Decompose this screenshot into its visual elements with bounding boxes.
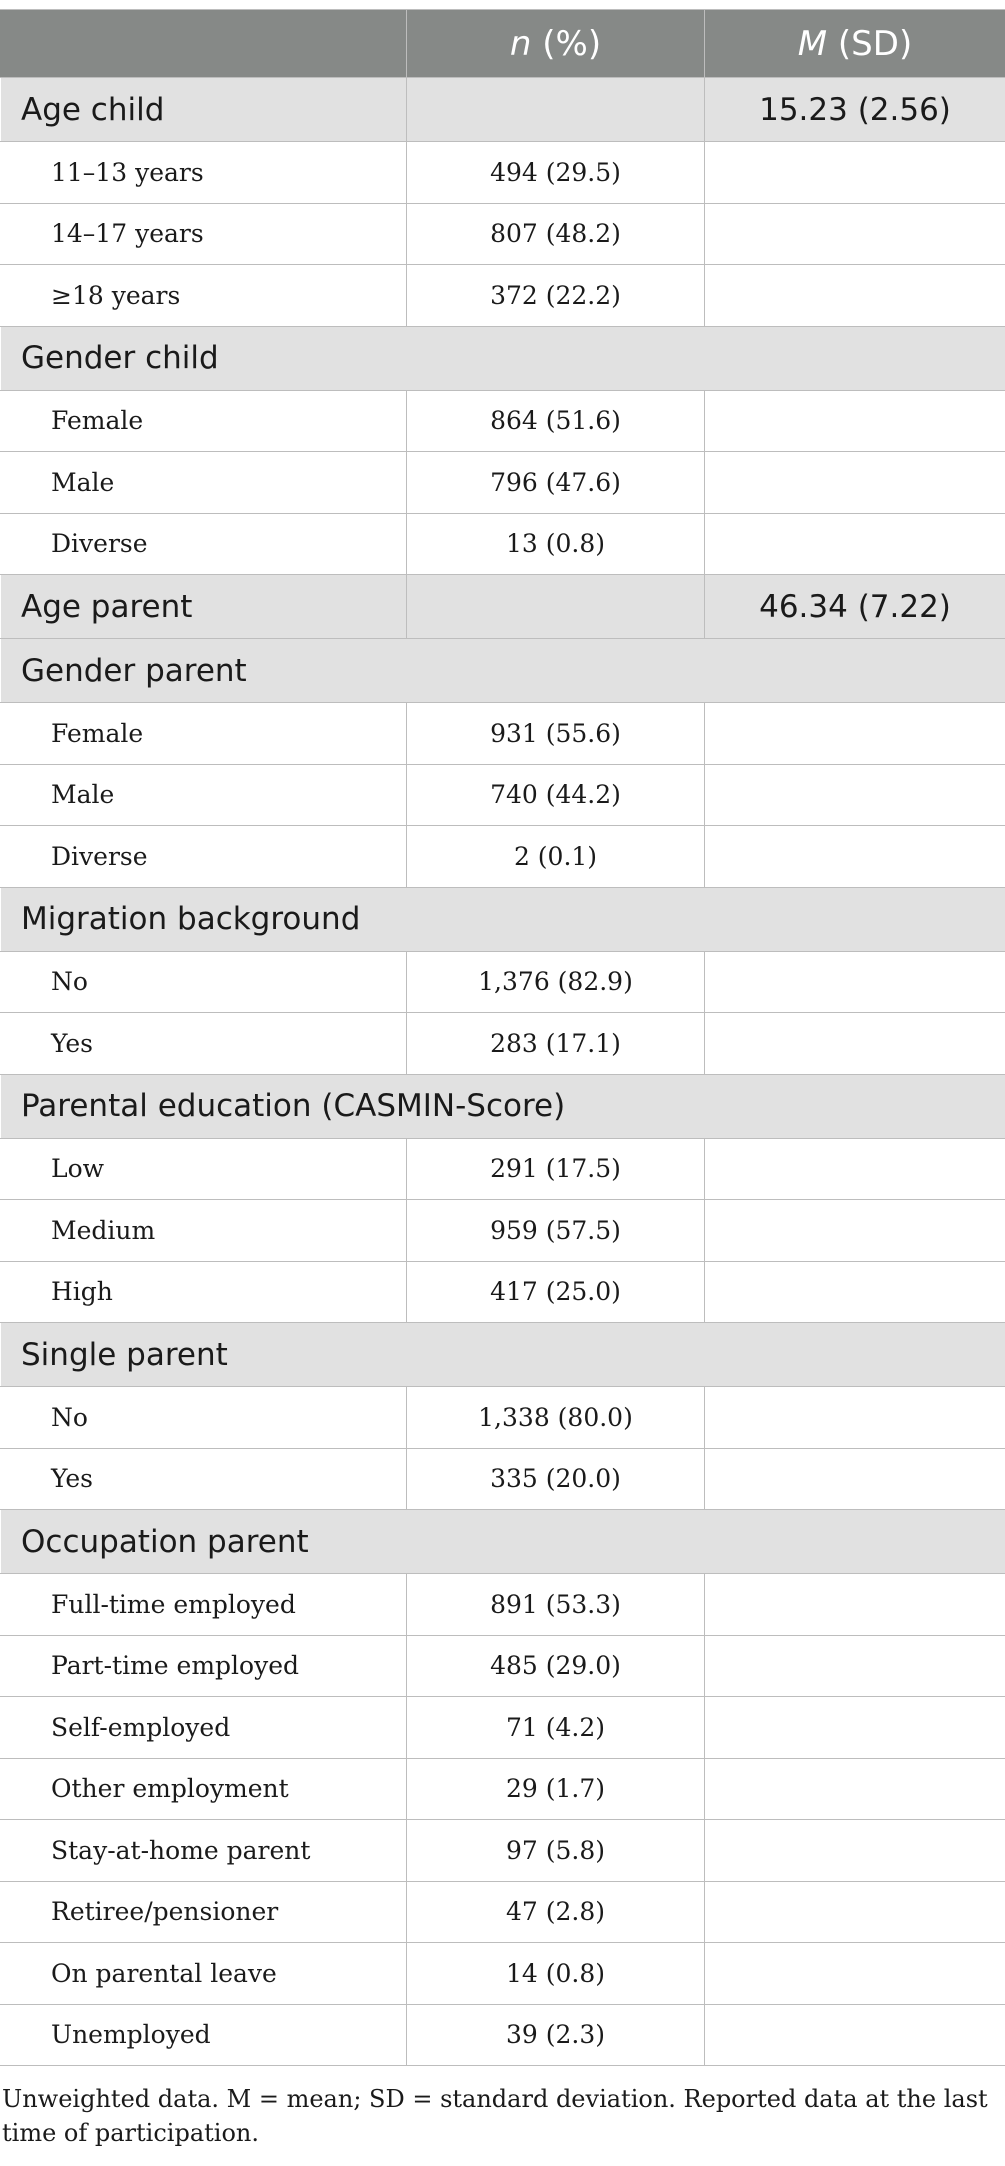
- table-row: [1, 1820, 1005, 1882]
- section-row: [1, 1510, 1005, 1574]
- table-row: [1, 1261, 1005, 1323]
- mean-sd-cell: [705, 1697, 1005, 1759]
- table-row: [1, 1635, 1005, 1697]
- row-label: Female: [1, 703, 407, 765]
- table-row: [1, 826, 1005, 888]
- n-percent-cell: 931 (55.6): [407, 703, 705, 765]
- n-percent-cell: 283 (17.1): [407, 1013, 705, 1075]
- header-m-suffix: (SD): [827, 23, 913, 64]
- n-percent-cell: 47 (2.8): [407, 1881, 705, 1943]
- n-percent-cell: 796 (47.6): [407, 452, 705, 514]
- table-row: [1, 1013, 1005, 1075]
- section-row: [1, 887, 1005, 951]
- n-percent-cell: 485 (29.0): [407, 1635, 705, 1697]
- table-row: [1, 1200, 1005, 1262]
- sample-characteristics-table: [0, 9, 1005, 2066]
- n-percent-cell: 291 (17.5): [407, 1138, 705, 1200]
- mean-sd-cell: [705, 1387, 1005, 1449]
- section-row: [1, 1323, 1005, 1387]
- table-row: [1, 203, 1005, 265]
- mean-sd-cell: [705, 1758, 1005, 1820]
- row-label: Unemployed: [1, 2004, 407, 2066]
- mean-sd-cell: [705, 142, 1005, 204]
- mean-sd-cell: [705, 1881, 1005, 1943]
- n-percent-cell: 372 (22.2): [407, 265, 705, 327]
- mean-sd-cell: [705, 1261, 1005, 1323]
- row-label: Yes: [1, 1448, 407, 1510]
- header-m-symbol: M: [797, 23, 828, 64]
- section-label: Gender child: [1, 326, 1005, 390]
- n-percent-cell: 29 (1.7): [407, 1758, 705, 1820]
- table-body: [1, 78, 1005, 2066]
- table-row: [1, 1387, 1005, 1449]
- row-label: Male: [1, 764, 407, 826]
- mean-sd-cell: [705, 1820, 1005, 1882]
- table-header-row: [1, 10, 1005, 78]
- mean-sd-cell: [705, 1013, 1005, 1075]
- header-mean-sd: [705, 10, 1005, 78]
- table-row: [1, 1138, 1005, 1200]
- mean-sd-cell: [705, 1574, 1005, 1636]
- table-row: [1, 265, 1005, 327]
- row-label: Diverse: [1, 513, 407, 575]
- row-label: Diverse: [1, 826, 407, 888]
- table-row: [1, 764, 1005, 826]
- mean-sd-cell: [705, 703, 1005, 765]
- section-label: Gender parent: [1, 639, 1005, 703]
- row-label: Female: [1, 390, 407, 452]
- n-percent-cell: 2 (0.1): [407, 826, 705, 888]
- table-row: [1, 1574, 1005, 1636]
- header-n-percent: [407, 10, 705, 78]
- mean-sd-cell: [705, 826, 1005, 888]
- table-row: [1, 951, 1005, 1013]
- n-percent-cell: 891 (53.3): [407, 1574, 705, 1636]
- row-label: Retiree/pensioner: [1, 1881, 407, 1943]
- table-row: [1, 513, 1005, 575]
- table-row: [1, 2004, 1005, 2066]
- section-label: Occupation parent: [1, 1510, 1005, 1574]
- row-label: Full-time employed: [1, 1574, 407, 1636]
- mean-sd-cell: [705, 2004, 1005, 2066]
- row-label: No: [1, 1387, 407, 1449]
- row-label: Stay-at-home parent: [1, 1820, 407, 1882]
- section-row: [1, 1074, 1005, 1138]
- table-row: [1, 1448, 1005, 1510]
- table-row: [1, 1697, 1005, 1759]
- mean-sd-cell: 46.34 (7.22): [705, 575, 1005, 639]
- n-percent-cell: 417 (25.0): [407, 1261, 705, 1323]
- mean-sd-cell: [705, 1448, 1005, 1510]
- table-row: [1, 1943, 1005, 2005]
- n-percent-cell: [407, 78, 705, 142]
- n-percent-cell: 71 (4.2): [407, 1697, 705, 1759]
- table-row: [1, 142, 1005, 204]
- row-label: ≥18 years: [1, 265, 407, 327]
- table-footnote: Unweighted data. M = mean; SD = standard deviation. Reported data at the last time of participation.: [2, 2085, 988, 2147]
- n-percent-cell: [407, 575, 705, 639]
- mean-sd-cell: [705, 1635, 1005, 1697]
- table-row: [1, 703, 1005, 765]
- row-label: Self-employed: [1, 1697, 407, 1759]
- mean-sd-cell: [705, 1200, 1005, 1262]
- mean-sd-cell: [705, 265, 1005, 327]
- row-label: 11–13 years: [1, 142, 407, 204]
- n-percent-cell: 1,338 (80.0): [407, 1387, 705, 1449]
- row-label: Male: [1, 452, 407, 514]
- n-percent-cell: 39 (2.3): [407, 2004, 705, 2066]
- row-label: Other employment: [1, 1758, 407, 1820]
- row-label: Part-time employed: [1, 1635, 407, 1697]
- section-row: [1, 575, 1005, 639]
- n-percent-cell: 494 (29.5): [407, 142, 705, 204]
- n-percent-cell: 959 (57.5): [407, 1200, 705, 1262]
- header-n-suffix: (%): [531, 23, 602, 64]
- mean-sd-cell: [705, 1138, 1005, 1200]
- row-label: On parental leave: [1, 1943, 407, 2005]
- section-row: [1, 639, 1005, 703]
- row-label: Medium: [1, 1200, 407, 1262]
- row-label: Yes: [1, 1013, 407, 1075]
- n-percent-cell: 335 (20.0): [407, 1448, 705, 1510]
- n-percent-cell: 13 (0.8): [407, 513, 705, 575]
- n-percent-cell: 740 (44.2): [407, 764, 705, 826]
- section-label: Age child: [1, 78, 407, 142]
- n-percent-cell: 807 (48.2): [407, 203, 705, 265]
- section-label: Parental education (CASMIN-Score): [1, 1074, 1005, 1138]
- table-row: [1, 390, 1005, 452]
- table-row: [1, 1881, 1005, 1943]
- header-variable: [1, 10, 407, 78]
- mean-sd-cell: [705, 513, 1005, 575]
- section-label: Single parent: [1, 1323, 1005, 1387]
- mean-sd-cell: [705, 951, 1005, 1013]
- n-percent-cell: 14 (0.8): [407, 1943, 705, 2005]
- n-percent-cell: 864 (51.6): [407, 390, 705, 452]
- header-n-symbol: n: [509, 23, 532, 64]
- table-row: [1, 1758, 1005, 1820]
- mean-sd-cell: [705, 452, 1005, 514]
- row-label: 14–17 years: [1, 203, 407, 265]
- section-label: Migration background: [1, 887, 1005, 951]
- mean-sd-cell: [705, 1943, 1005, 2005]
- n-percent-cell: 97 (5.8): [407, 1820, 705, 1882]
- section-row: [1, 326, 1005, 390]
- table-row: [1, 452, 1005, 514]
- row-label: High: [1, 1261, 407, 1323]
- row-label: Low: [1, 1138, 407, 1200]
- section-row: [1, 78, 1005, 142]
- mean-sd-cell: [705, 390, 1005, 452]
- mean-sd-cell: 15.23 (2.56): [705, 78, 1005, 142]
- mean-sd-cell: [705, 203, 1005, 265]
- section-label: Age parent: [1, 575, 407, 639]
- n-percent-cell: 1,376 (82.9): [407, 951, 705, 1013]
- mean-sd-cell: [705, 764, 1005, 826]
- row-label: No: [1, 951, 407, 1013]
